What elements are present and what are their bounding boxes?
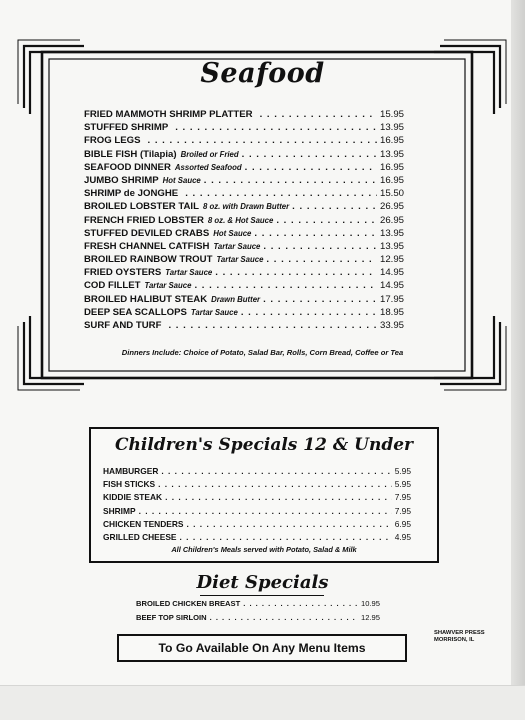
item-price: 4.95 [394,531,411,542]
item-price: 26.95 [379,201,404,213]
item-price: 15.95 [379,109,404,120]
item-name: FISH STICKS [103,479,156,490]
dot-leader [242,148,377,161]
item-price: 10.95 [360,599,380,608]
list-item [84,200,404,213]
dot-leader [243,597,358,611]
list-item [84,148,404,161]
item-name: CHICKEN TENDERS [103,518,184,529]
item-desc: Tartar Sauce [144,281,192,291]
seafood-list [84,108,404,332]
dot-leader [165,491,392,504]
list-item [103,518,411,531]
item-price: 12.95 [379,254,404,266]
childrens-specials-box [89,427,439,563]
item-price: 14.95 [379,267,404,279]
dot-leader [263,240,377,253]
item-price: 26.95 [379,214,404,226]
item-desc: Drawn Butter [211,294,261,304]
item-desc: Hot Sauce [213,228,252,238]
dot-leader [266,253,377,266]
list-item [84,306,404,319]
dot-leader [263,293,377,306]
dot-leader [215,266,377,279]
dot-leader [194,279,377,292]
list-item [103,465,411,478]
item-price: 13.95 [379,227,404,239]
item-price: 5.95 [394,479,411,490]
item-price: 16.95 [379,174,404,186]
item-price: 7.95 [394,492,411,503]
printer-credit [434,630,504,644]
dot-leader [241,306,377,319]
to-go-banner [117,634,407,662]
dot-leader [168,319,377,332]
item-name: FRESH CHANNEL CATFISH [84,240,210,252]
item-desc: Tartar Sauce [190,307,238,317]
list-item [84,253,404,266]
item-name: JUMBO SHRIMP [84,174,159,186]
item-desc: Broiled or Fried [180,149,239,159]
item-price: 6.95 [394,518,411,529]
dot-leader [187,518,392,531]
item-name: SHRIMP de JONGHE [84,188,179,200]
item-price: 13.95 [379,122,404,134]
item-price: 12.95 [360,613,380,622]
item-name: BROILED CHICKEN BREAST [136,599,241,608]
item-name: FRENCH FRIED LOBSTER [84,214,204,226]
list-item [84,174,404,187]
list-item [84,279,404,292]
list-item [103,505,411,518]
item-price: 14.95 [379,280,404,292]
printer-name: SHAWVER PRESS [434,630,485,636]
dot-leader [158,478,392,491]
seafood-title: Seafood [200,58,325,89]
list-item [84,293,404,306]
diet-title-underline [200,595,324,596]
dot-leader [175,121,377,134]
item-name: STUFFED SHRIMP [84,122,169,134]
childrens-specials-title: Children's Specials 12 & Under [115,435,413,455]
item-name: BROILED RAINBOW TROUT [84,254,213,266]
list-item [84,227,404,240]
item-name: HAMBURGER [103,466,159,476]
item-name: FRIED OYSTERS [84,267,162,279]
list-item [84,134,404,147]
item-price: 13.95 [379,148,404,160]
item-price: 7.95 [394,505,411,516]
list-item [84,121,404,134]
dot-leader [210,611,358,625]
list-item [84,214,404,227]
item-name: BEEF TOP SIRLOIN [136,613,207,622]
item-name: STUFFED DEVILED CRABS [84,227,210,239]
dot-leader [180,531,392,544]
item-desc: Assorted Seafood [174,162,242,172]
dot-leader [148,134,377,147]
list-item [84,266,404,279]
list-item [84,108,404,121]
item-name: FROG LEGS [84,135,141,147]
item-name: DEEP SEA SCALLOPS [84,306,187,318]
dot-leader [204,174,377,187]
dinner-includes-note: Dinners Include: Choice of Potato, Salad Bar, Rolls, Corn Bread, Coffee or Tea [121,348,404,357]
list-item [136,597,380,611]
item-price: 33.95 [379,320,404,331]
list-item [84,187,404,200]
childrens-list [103,465,411,544]
list-item [84,161,404,174]
item-name: KIDDIE STEAK [103,492,163,503]
item-desc: Hot Sauce [162,175,201,185]
item-name: SEAFOOD DINNER [84,161,171,173]
item-desc: 8 oz. & Hot Sauce [207,215,274,225]
dot-leader [254,227,377,240]
to-go-text: To Go Available On Any Menu Items [158,641,366,655]
childrens-meals-note: All Children's Meals served with Potato, Salad & Milk [171,545,357,554]
item-desc: Tartar Sauce [216,255,264,265]
list-item [103,491,411,504]
list-item [103,531,411,544]
list-item [103,478,411,491]
dot-leader [161,465,391,478]
item-desc: Tartar Sauce [165,268,213,278]
dot-leader [292,200,377,213]
item-name: BROILED LOBSTER TAIL [84,201,199,213]
item-price: 17.95 [379,293,404,305]
dot-leader [260,108,377,121]
item-desc: 8 oz. with Drawn Butter [202,202,290,212]
item-name: BROILED HALIBUT STEAK [84,293,208,305]
item-name: GRILLED CHEESE [103,531,177,542]
printer-location: MORRISON, IL [434,637,475,643]
list-item [136,611,380,625]
list-item [84,240,404,253]
dot-leader [139,505,392,518]
dot-leader [185,187,377,200]
dot-leader [245,161,377,174]
item-price: 15.50 [379,188,404,200]
item-name: FRIED MAMMOTH SHRIMP PLATTER [84,109,253,120]
diet-list [136,597,380,625]
item-desc: Tartar Sauce [213,241,261,251]
item-name: SURF AND TURF [84,320,162,331]
item-price: 18.95 [379,306,404,318]
item-price: 13.95 [379,240,404,252]
item-name: BIBLE FISH (Tilapia) [84,148,177,160]
dot-leader [276,214,377,227]
item-price: 16.95 [379,135,404,147]
item-name: COD FILLET [84,280,141,292]
item-price: 5.95 [394,466,411,476]
diet-specials-title: Diet Specials [196,572,329,593]
item-price: 16.95 [379,161,404,173]
list-item [84,319,404,332]
item-name: SHRIMP [103,505,136,516]
